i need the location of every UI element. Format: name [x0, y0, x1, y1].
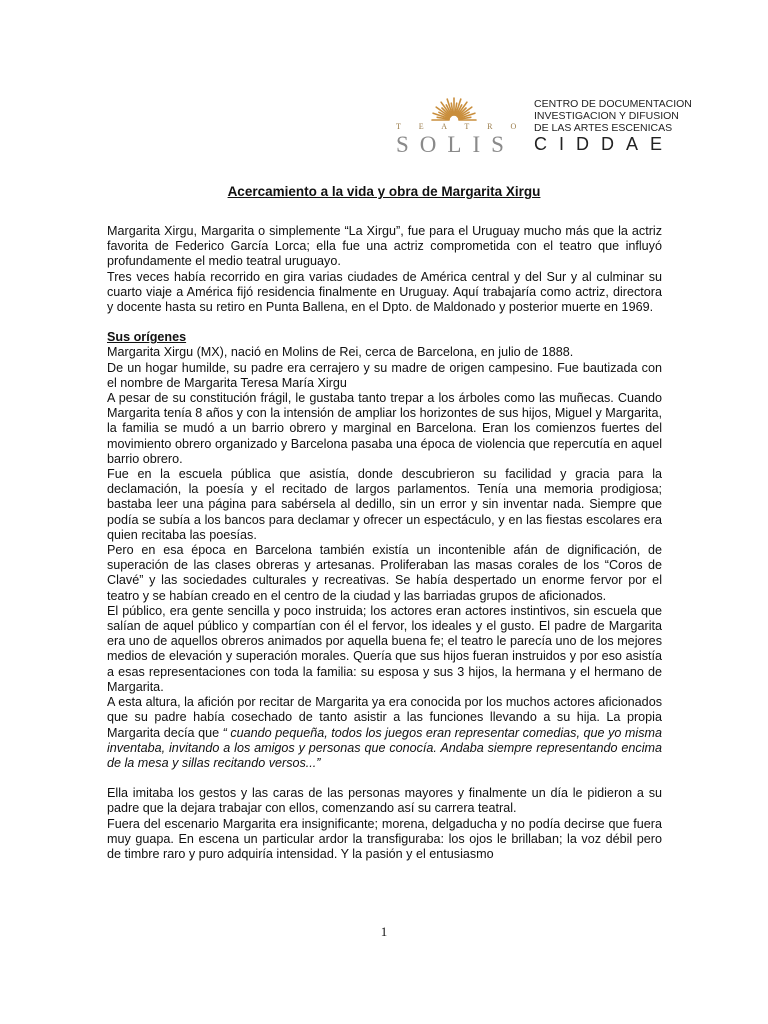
body-paragraph: De un hogar humilde, su padre era cerrajero y su madre de origen campesino. Fue bautizada con el nombre de Margarita Teresa María Xirgu — [107, 360, 662, 390]
intro-paragraph: Tres veces había recorrido en gira varias ciudades de América central y del Sur y al culminar su cuarto viaje a América fijó residencia finalmente en Uruguay. Aquí trabajaría como actriz, directora y docente hasta su retiro en Punta Ballena, en el Dpto. de Maldonado y posterior muerte en 1969. — [107, 269, 662, 315]
org-line: INVESTIGACION Y DIFUSION — [534, 110, 679, 122]
body-paragraph: Margarita Xirgu (MX), nació en Molins de Rei, cerca de Barcelona, en julio de 1888. — [107, 345, 574, 360]
body-paragraph: Pero en esa época en Barcelona también existía un incontenible afán de dignificación, de superación de las clases obreras y artesanas. Proliferaban las masas corales de los “Coros de Clavé” y las sociedades culturales y recreativas. Se había despertado un enorme fervor por el teatro y se habían creado en el centro de la ciudad y las barriadas grupos de aficionados. — [107, 543, 662, 603]
body-paragraph: A pesar de su constitución frágil, le gustaba tanto trepar a los árboles como las muñecas. Cuando Margarita tenía 8 años y con la intensión de ampliar los horizontes de sus hijos, Miguel y Margarita, la familia se mudó a un barrio obrero y marginal en Barcelona. Eran los comienzos fuertes del movimiento obrero organizado y Barcelona pasaba una época de violencia que repercutía en aquel barrio obrero. — [107, 391, 662, 466]
org-line: CENTRO DE DOCUMENTACION — [534, 98, 692, 110]
org-acronym: CIDDAE — [534, 134, 675, 154]
body-paragraph: Fuera del escenario Margarita era insignificante; morena, delgaducha y no podía decirse que fuera muy guapa. En escena un particular ardor la transfiguraba: los ojos le brillaban; la voz débil pero de timbre raro y puro adquiría intensidad. Y la pasión y el entusiasmo — [107, 816, 662, 861]
document-title — [0, 184, 768, 199]
intro-paragraph: Margarita Xirgu, Margarita o simplemente “La Xirgu”, fue para el Uruguay mucho más que la actriz favorita de Federico García Lorca; ella fue una actriz comprometida con el teatro que influyó profundamente el medio teatral uruguayo. — [107, 224, 662, 269]
logo-teatro-text: T E A T R O — [396, 122, 525, 131]
quote-lead: A esta altura, la afición por recitar de Margarita ya era conocida por los muchos actores aficionados que su padre había cosechado de tanto asistir a las funciones llevando a su hija. La propia Margarita decía que — [107, 695, 662, 740]
org-line: DE LAS ARTES ESCENICAS — [534, 122, 673, 134]
body-paragraph: Fue en la escuela pública que asistía, donde descubrieron su facilidad y gracia para la declamación, la poesía y el recitado de largos parlamentos. Tenía una memoria prodigiosa; bastaba leer una página para sabérsela al dedillo, sin un error y sin inventar nada. Siempre que podía se subía a los bancos para declamar y ofrecer un espectáculo, y en las fiestas escolares era quien recitaba las poesías. — [107, 467, 662, 542]
logo-solis-text: SOLIS — [396, 132, 515, 157]
quote-text: “ cuando pequeña, todos los juegos eran representar comedias, que yo misma inventaba, invitando a los amigos y personas que conocía. Andaba siempre representando encima de la mesa y sillas recitando versos...” — [107, 725, 662, 770]
title-text: Acercamiento a la vida y obra de Margarita Xirgu — [227, 184, 541, 199]
body-paragraph: El público, era gente sencilla y poco instruida; los actores eran actores instintivos, sin escuela que salían de aquel público y compartían con él el fervor, los ideales y el gusto. El padre de Margarita era uno de aquellos obreros animados por aquella buena fe; el teatro le parecía uno de los mejores medios de elevación y superación morales. Quería que sus hijos fueran instruidos y por eso asistía a esas representaciones con toda la familia: su esposa y sus 3 hijos, la hermana y el hermano de Margarita. — [107, 603, 662, 694]
section-heading: Sus orígenes — [107, 330, 187, 345]
quote-paragraph — [107, 695, 662, 771]
document-body — [107, 224, 662, 862]
body-paragraph: Ella imitaba los gestos y las caras de las personas mayores y finalmente un día le pidieron a su padre que la dejara trabajar con ellos, comenzando así su carrera teatral. — [107, 786, 662, 816]
page-number: 1 — [380, 924, 388, 939]
organization-name — [534, 98, 692, 134]
